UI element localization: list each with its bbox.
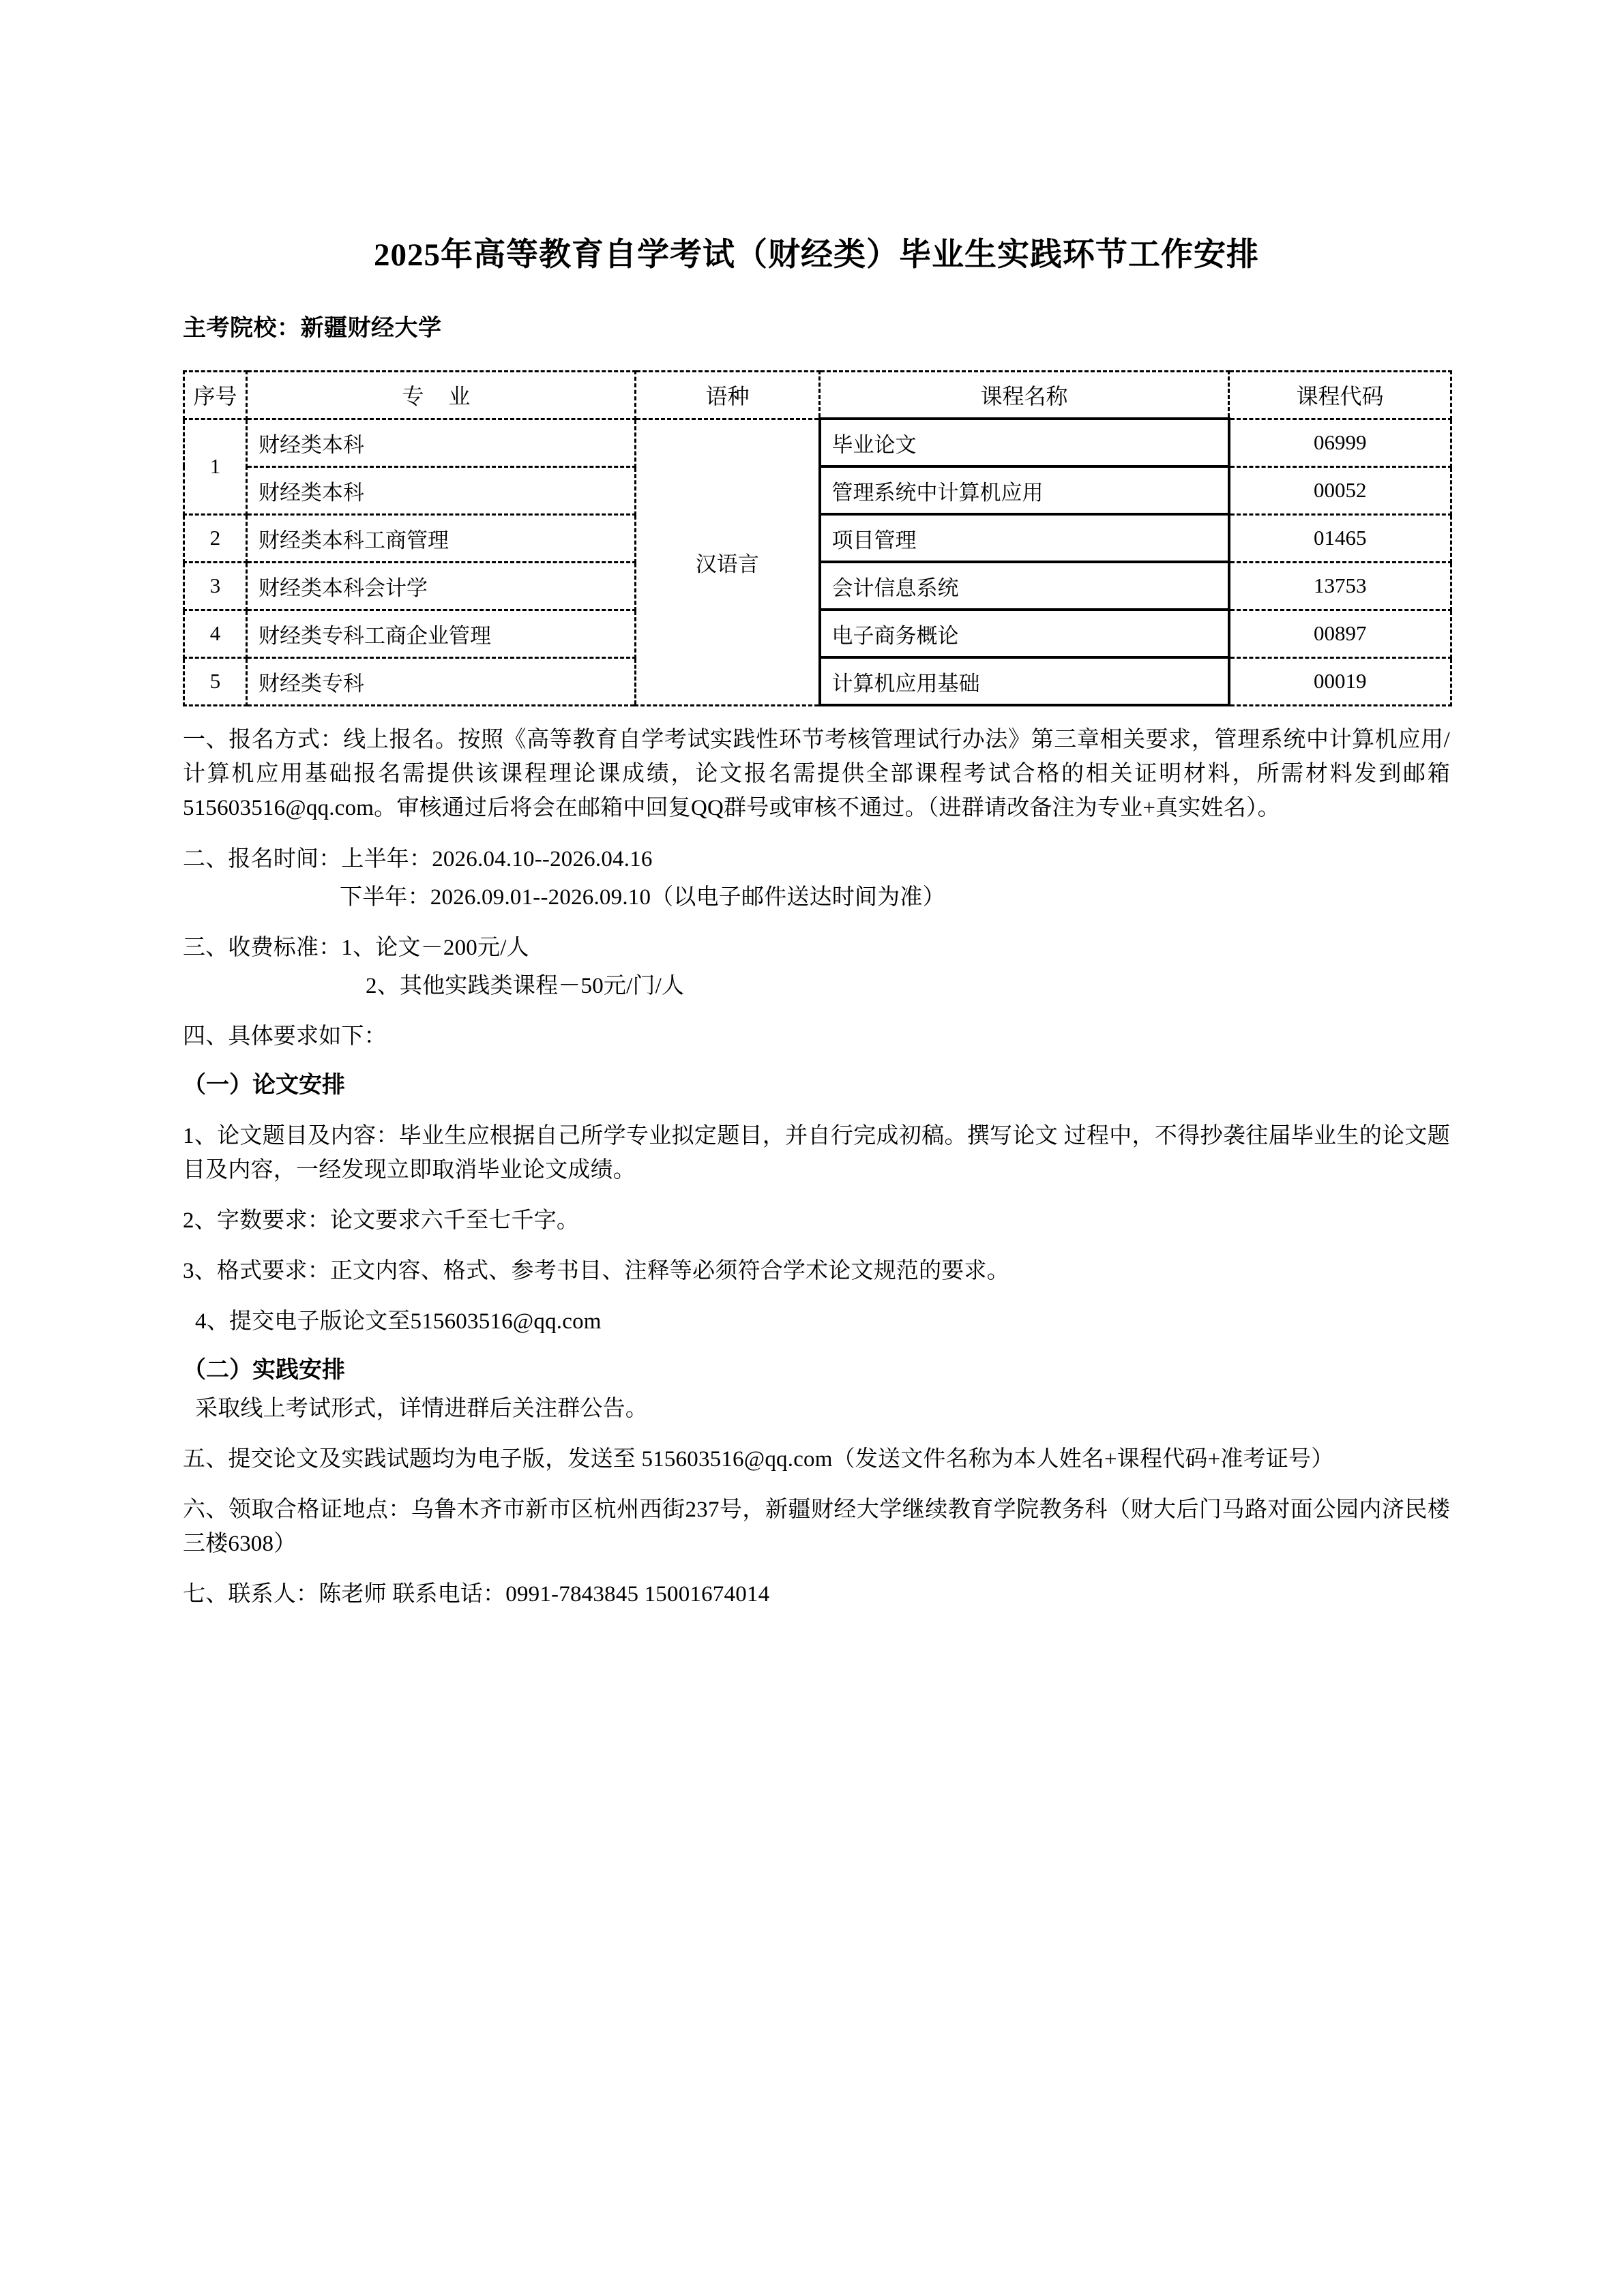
section-contact: 七、联系人：陈老师 联系电话：0991-7843845 15001674014 <box>183 1582 770 1607</box>
course-table-wrapper <box>183 370 1450 707</box>
section-certificate-location: 六、领取合格证地点：乌鲁木齐市新市区杭州西街237号，新疆财经大学继续教育学院教务科（财大后门马路对面公园内济民楼三楼6308） <box>183 1497 1450 1557</box>
section-registration-time: 二、报名时间：上半年：2026.04.10--2026.04.16 <box>183 846 653 871</box>
section-registration-time-second-half: 下半年：2026.09.01--2026.09.10（以电子邮件送达时间为准） <box>340 884 945 910</box>
cell-major: 财经类本科工商管理 <box>247 514 636 562</box>
cell-major: 财经类专科工商企业管理 <box>247 610 636 657</box>
cell-course-name: 管理系统中计算机应用 <box>820 466 1229 514</box>
thesis-item-wordcount: 2、字数要求：论文要求六千至七千字。 <box>183 1208 580 1233</box>
cell-course-code: 13753 <box>1229 562 1451 610</box>
th-major: 专 业 <box>247 371 636 419</box>
cell-course-name: 计算机应用基础 <box>820 657 1229 705</box>
cell-major: 财经类本科 <box>247 466 636 514</box>
thesis-item-topic: 1、论文题目及内容：毕业生应根据自己所学专业拟定题目，并自行完成初稿。撰写论文 过程中，不得抄袭往届毕业生的论文题目及内容，一经发现立即取消毕业论文成绩。 <box>183 1123 1450 1182</box>
table-row <box>184 419 1451 466</box>
cell-major: 财经类专科 <box>247 657 636 705</box>
page-title: 2025年高等教育自学考试（财经类）毕业生实践环节工作安排 <box>374 237 1259 273</box>
cell-course-name: 会计信息系统 <box>820 562 1229 610</box>
cell-course-name: 项目管理 <box>820 514 1229 562</box>
section-registration-method: 一、报名方式：线上报名。按照《高等教育自学考试实践性环节考核管理试行办法》第三章相关要求，管理系统中计算机应用/计算机应用基础报名需提供该课程理论课成绩，论文报名需提供全部课程考试合格的相关证明材料，所需材料发到邮箱515603516@qq.com。审核通过后将会在邮箱中回复QQ群号或审核不通过。（进群请改备注为专业+真实姓名）。 <box>183 728 1450 821</box>
cell-course-code: 00019 <box>1229 657 1451 705</box>
th-course-name: 课程名称 <box>820 371 1229 419</box>
section-submission: 五、提交论文及实践试题均为电子版，发送至 515603516@qq.com（发送文件名称为本人姓名+课程代码+准考证号） <box>183 1446 1334 1472</box>
course-table <box>183 370 1452 707</box>
cell-language: 汉语言 <box>636 419 820 705</box>
cell-course-name: 电子商务概论 <box>820 610 1229 657</box>
cell-course-code: 00052 <box>1229 466 1451 514</box>
cell-course-code: 01465 <box>1229 514 1451 562</box>
cell-no: 5 <box>184 657 247 705</box>
section-fee-standard-second: 2、其他实践类课程－50元/门/人 <box>366 974 685 999</box>
cell-course-code: 06999 <box>1229 419 1451 466</box>
practice-body: 采取线上考试形式，详情进群后关注群公告。 <box>195 1396 648 1421</box>
cell-major: 财经类本科 <box>247 419 636 466</box>
cell-no: 4 <box>184 610 247 657</box>
host-institution-line: 主考院校：新疆财经大学 <box>183 316 442 342</box>
cell-no: 1 <box>184 419 247 514</box>
thesis-item-submission: 4、提交电子版论文至515603516@qq.com <box>195 1309 602 1335</box>
table-header-row <box>184 371 1451 419</box>
cell-course-name: 毕业论文 <box>820 419 1229 466</box>
cell-no: 3 <box>184 562 247 610</box>
document-content <box>183 0 1450 1611</box>
section-requirements: 四、具体要求如下： <box>183 1024 387 1049</box>
subsection-thesis-heading: （一）论文安排 <box>183 1073 345 1099</box>
thesis-item-format: 3、格式要求：正文内容、格式、参考书目、注释等必须符合学术论文规范的要求。 <box>183 1259 1009 1284</box>
th-language: 语种 <box>636 371 820 419</box>
th-no: 序号 <box>184 371 247 419</box>
cell-no: 2 <box>184 514 247 562</box>
section-fee-standard: 三、收费标准：1、论文－200元/人 <box>183 935 529 960</box>
cell-course-code: 00897 <box>1229 610 1451 657</box>
cell-major: 财经类本科会计学 <box>247 562 636 610</box>
th-course-code: 课程代码 <box>1229 371 1451 419</box>
subsection-practice-heading: （二）实践安排 <box>183 1358 345 1384</box>
